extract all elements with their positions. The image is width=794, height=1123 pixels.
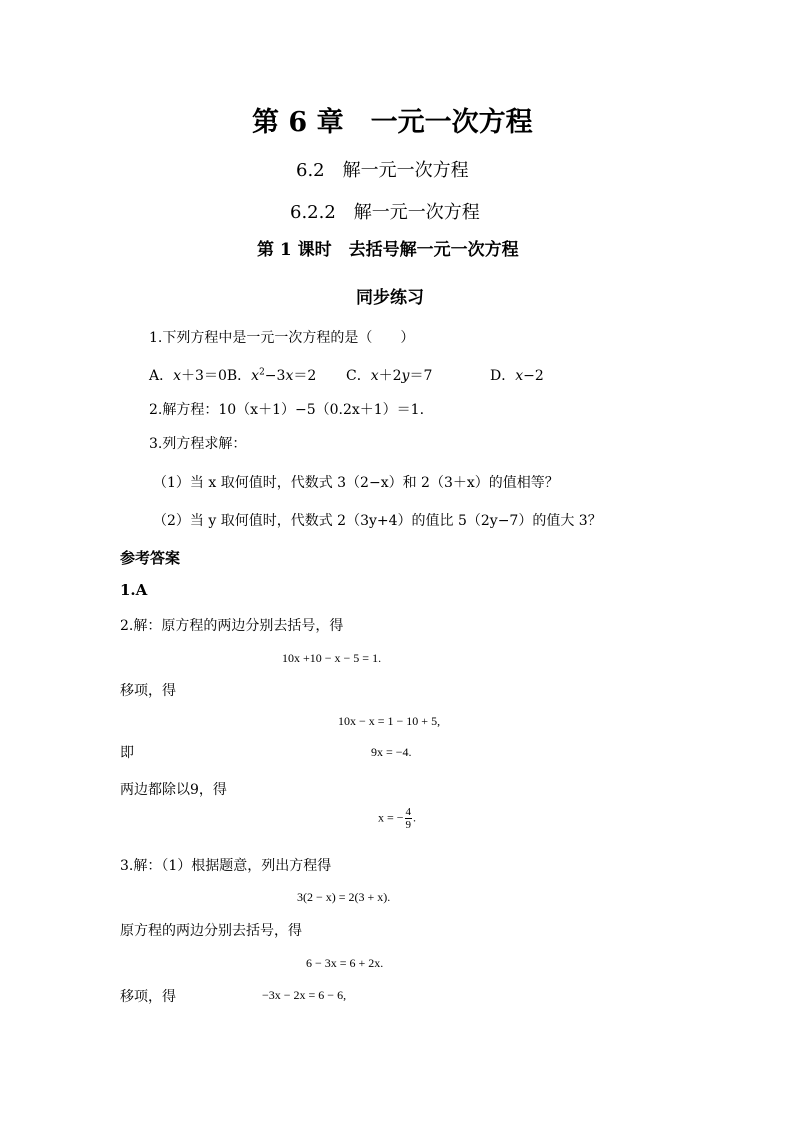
answer-2-intro: 2.解：原方程的两边分别去括号，得 — [120, 618, 344, 634]
question-2: 2.解方程：10（x＋1）−5（0.2x＋1）＝1. — [149, 402, 425, 418]
fraction-denominator: 9 — [405, 819, 412, 831]
practice-title: 同步练习 — [356, 288, 424, 308]
lesson-title: 第 1 课时 去括号解一元一次方程 — [257, 240, 519, 260]
question-1-options — [149, 365, 316, 385]
answer-3-step-3: 移项，得 — [120, 989, 176, 1005]
fraction-numerator: 4 — [405, 806, 412, 818]
answers-heading: 参考答案 — [120, 549, 181, 567]
fraction — [405, 806, 413, 831]
equation-4-lhs: x = − — [378, 810, 404, 825]
answer-3-equation-1: 3(2 − x) = 2(3 + x). — [297, 890, 391, 904]
answer-1: 1.A — [120, 581, 148, 599]
option-d: D．x−2 — [490, 368, 544, 384]
answer-2-equation-2: 10x − x = 1 − 10 + 5, — [338, 714, 441, 728]
question-3-2: （2）当 y 取何值时，代数式 2（3y+4）的值比 5（2y−7）的值大 3？ — [153, 513, 602, 529]
option-a: A．x＋3＝0 — [149, 368, 227, 384]
answer-2-equation-4: x = − $\frac{4}{9}$ . — [378, 806, 417, 831]
answer-3-equation-2: 6 − 3x = 6 + 2x. — [306, 956, 384, 970]
answer-3-intro: 3.解：（1）根据题意，列出方程得 — [120, 858, 332, 874]
question-1: 1.下列方程中是一元一次方程的是（ ） — [149, 330, 415, 346]
answer-2-equation-3: 9x = −4. — [371, 745, 412, 759]
answer-2-step-4: 两边都除以9，得 — [120, 782, 227, 798]
subsection-title: 6.2.2 解一元一次方程 — [290, 202, 480, 223]
question-3-1: （1）当 x 取何值时，代数式 3（2−x）和 2（3＋x）的值相等？ — [153, 475, 559, 491]
question-3: 3.列方程求解： — [149, 436, 247, 452]
chapter-title: 第 6 章 一元一次方程 — [252, 107, 533, 138]
answer-3-step-2: 原方程的两边分别去括号，得 — [120, 923, 302, 939]
answer-2-step-3: 即 — [120, 745, 134, 761]
section-title: 6.2 解一元一次方程 — [296, 160, 469, 181]
option-b: B．$x^2-3x=2$ — [226, 367, 317, 384]
option-c: C．x＋2y＝7 — [346, 368, 433, 384]
answer-3-equation-3: −3x − 2x = 6 − 6, — [262, 988, 347, 1002]
answer-2-equation-1: 10x +10 − x − 5 = 1. — [282, 651, 382, 665]
answer-2-step-2: 移项，得 — [120, 683, 176, 699]
